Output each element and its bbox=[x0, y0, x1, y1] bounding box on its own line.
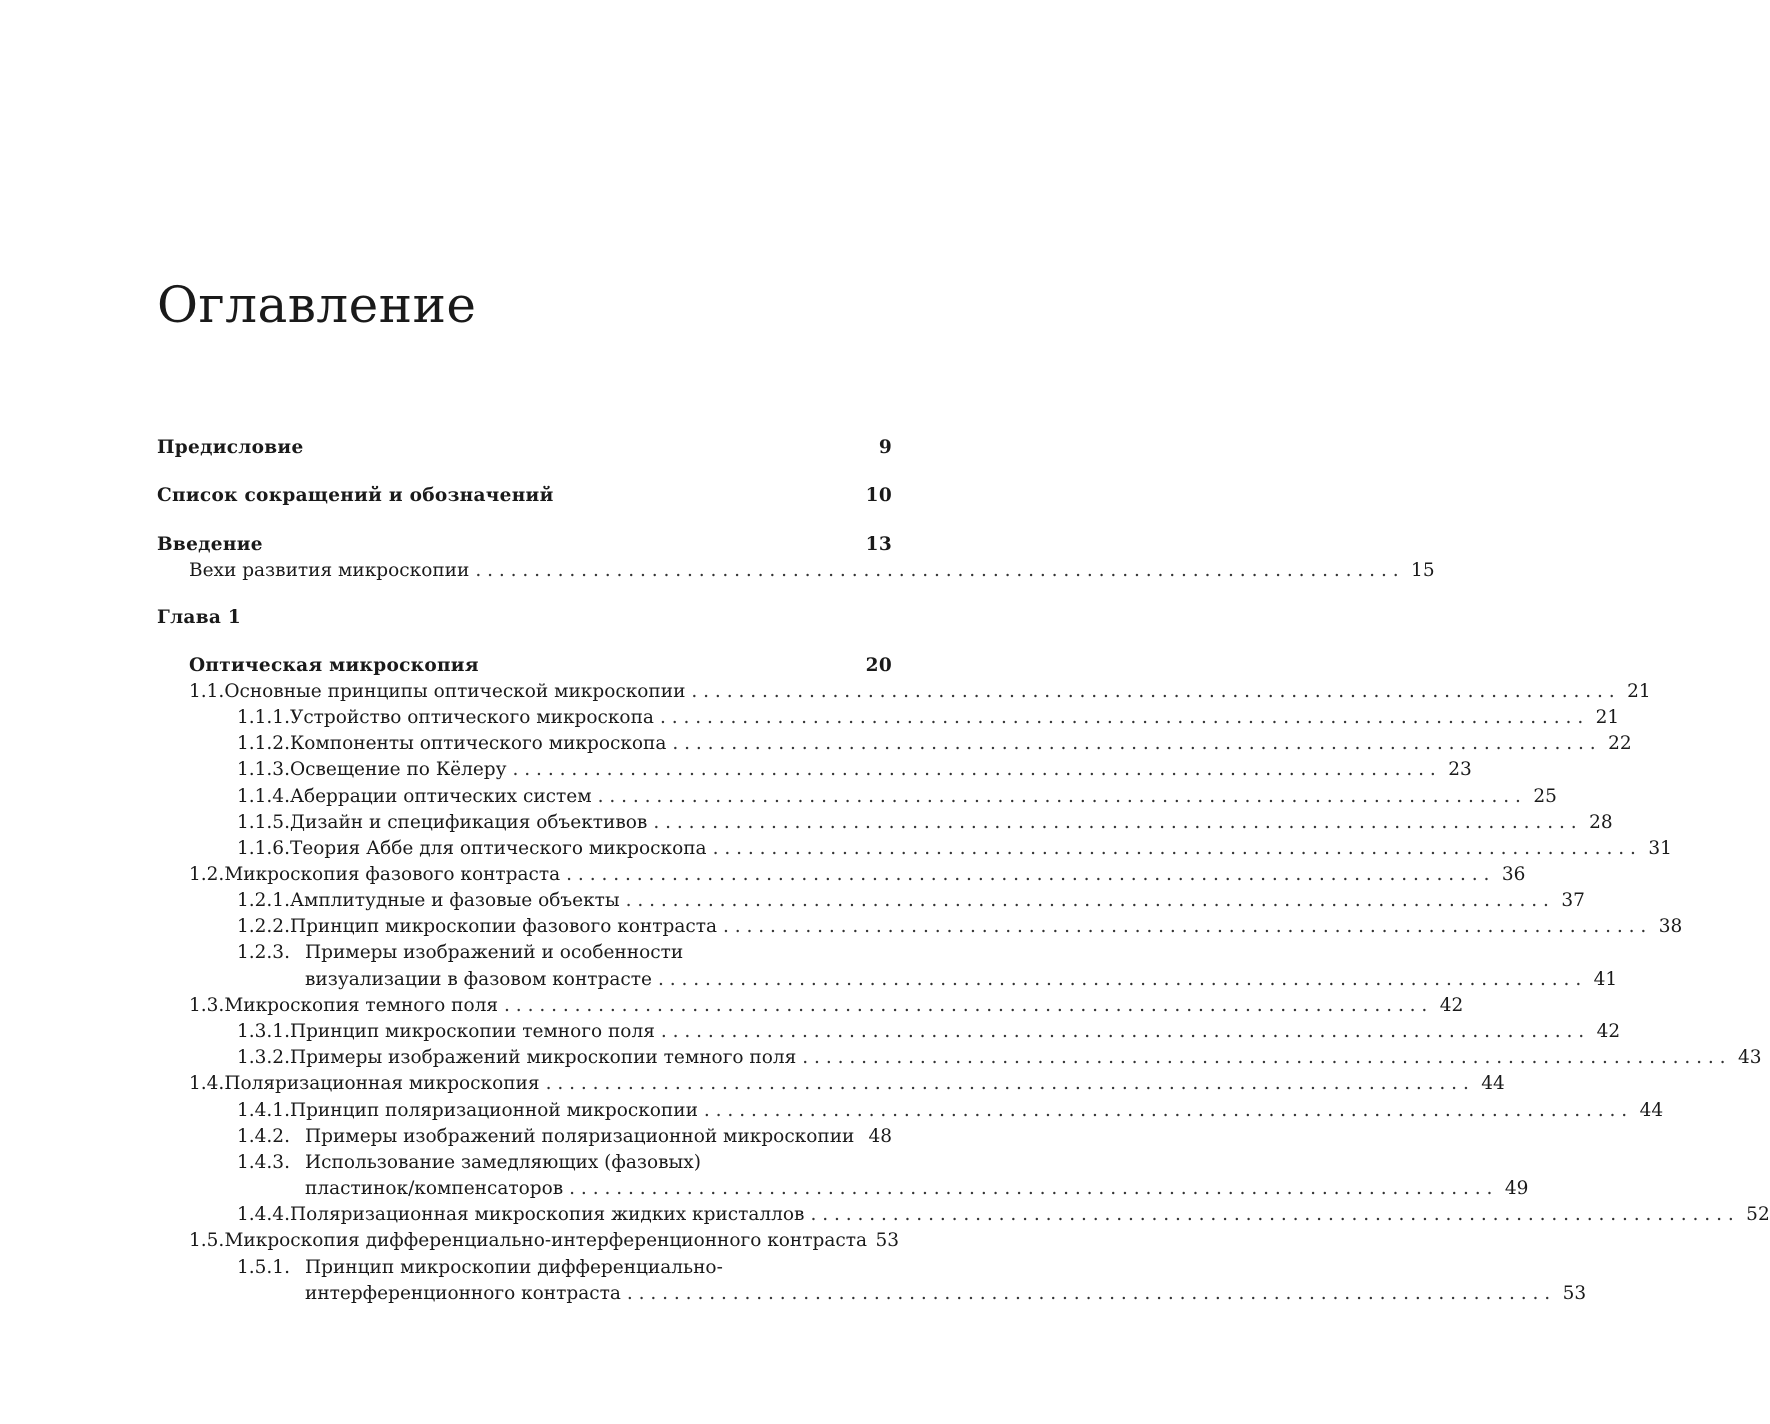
toc-entry-abbreviations[interactable] bbox=[157, 483, 892, 509]
dot-leader bbox=[647, 810, 1576, 836]
toc-entry-1-1[interactable] bbox=[189, 679, 1651, 705]
entry-page: 9 bbox=[878, 437, 892, 458]
dot-leader bbox=[698, 1098, 1627, 1124]
entry-page: 49 bbox=[1504, 1178, 1529, 1199]
entry-title: Примеры изображений и особенности bbox=[305, 942, 684, 963]
entry-title: Аберрации оптических систем bbox=[289, 786, 592, 807]
entry-number: 1.4.1. bbox=[237, 1100, 290, 1121]
entry-title: Принцип микроскопии фазового контраста bbox=[289, 916, 717, 937]
dot-leader bbox=[560, 862, 1489, 888]
entry-page: 36 bbox=[1501, 864, 1526, 885]
entry-number: 1.2.2. bbox=[237, 916, 290, 937]
page-title: Оглавление bbox=[157, 276, 477, 334]
dot-leader bbox=[620, 888, 1549, 914]
entry-number: 1.2. bbox=[189, 864, 225, 885]
toc-entry-1-2-2[interactable] bbox=[237, 914, 1683, 940]
toc-entry-1-5-1[interactable] bbox=[237, 1255, 892, 1281]
entry-page: 23 bbox=[1448, 759, 1472, 780]
entry-page: 37 bbox=[1561, 890, 1585, 911]
dot-leader bbox=[621, 1281, 1550, 1307]
entry-title: Принцип микроскопии темного поля bbox=[289, 1021, 655, 1042]
toc-entry-1-1-1[interactable] bbox=[237, 705, 1620, 731]
toc-entry-1-1-3[interactable] bbox=[237, 757, 1472, 783]
entry-page: 41 bbox=[1593, 969, 1618, 990]
dot-leader bbox=[507, 757, 1436, 783]
toc-entry-1-4-1[interactable] bbox=[237, 1098, 1664, 1124]
dot-leader bbox=[469, 558, 1398, 584]
entry-title: Использование замедляющих (фазовых) bbox=[305, 1152, 701, 1173]
toc-entry-1-2-3[interactable] bbox=[237, 940, 892, 966]
entry-title: интерференционного контраста bbox=[305, 1283, 621, 1304]
dot-leader bbox=[655, 1019, 1584, 1045]
entry-page: 15 bbox=[1411, 560, 1435, 581]
toc-entry-1-4-2[interactable] bbox=[237, 1124, 892, 1150]
entry-title: Амплитудные и фазовые объекты bbox=[289, 890, 620, 911]
entry-title: Компоненты оптического микроскопа bbox=[289, 733, 667, 754]
toc-entry-1-3-1[interactable] bbox=[237, 1019, 1621, 1045]
entry-page: 44 bbox=[1639, 1100, 1664, 1121]
entry-title: Вехи развития микроскопии bbox=[189, 560, 470, 581]
entry-title: Микроскопия дифференциально-интерференционного контраста bbox=[224, 1230, 867, 1251]
dot-leader bbox=[796, 1045, 1725, 1071]
dot-leader bbox=[717, 914, 1646, 940]
toc-entry-1-1-4[interactable] bbox=[237, 784, 1557, 810]
entry-title: Введение bbox=[157, 534, 263, 555]
toc-entry-1-5[interactable] bbox=[189, 1228, 899, 1254]
entry-page: 10 bbox=[865, 485, 892, 506]
entry-page: 31 bbox=[1648, 838, 1672, 859]
entry-page: 38 bbox=[1658, 916, 1683, 937]
entry-number: 1.2.1. bbox=[237, 890, 290, 911]
dot-leader bbox=[685, 679, 1614, 705]
entry-page: 53 bbox=[1562, 1283, 1587, 1304]
entry-number: 1.2.3. bbox=[237, 942, 290, 963]
entry-number: 1.1.6. bbox=[237, 838, 290, 859]
dot-leader bbox=[666, 731, 1595, 757]
toc-entry-1-1-6[interactable] bbox=[237, 836, 1672, 862]
toc-entry-1-2-1[interactable] bbox=[237, 888, 1585, 914]
entry-page: 13 bbox=[865, 534, 892, 555]
toc-entry-1-1-2[interactable] bbox=[237, 731, 1632, 757]
entry-number: 1.1.5. bbox=[237, 812, 290, 833]
entry-page: 21 bbox=[1595, 707, 1620, 728]
entry-number: 1.1. bbox=[189, 681, 225, 702]
entry-page: 43 bbox=[1738, 1047, 1762, 1068]
toc-entry-1-2-3-cont[interactable] bbox=[305, 967, 1618, 993]
entry-title: Теория Аббе для оптического микроскопа bbox=[289, 838, 707, 859]
toc-chapter-label bbox=[157, 605, 892, 631]
dot-leader bbox=[563, 1176, 1492, 1202]
entry-title: Оптическая микроскопия bbox=[189, 655, 479, 676]
entry-title: Принцип микроскопии дифференциально- bbox=[305, 1257, 723, 1278]
entry-page: 42 bbox=[1596, 1021, 1621, 1042]
entry-number: 1.1.4. bbox=[237, 786, 290, 807]
toc-entry-preface[interactable] bbox=[157, 435, 892, 461]
entry-page: 28 bbox=[1589, 812, 1613, 833]
entry-number: 1.5.1. bbox=[237, 1257, 290, 1278]
entry-title: Микроскопия темного поля bbox=[224, 995, 499, 1016]
entry-title: Дизайн и спецификация объективов bbox=[289, 812, 648, 833]
entry-number: 1.3. bbox=[189, 995, 225, 1016]
entry-number: 1.4.3. bbox=[237, 1152, 290, 1173]
entry-title: Примеры изображений микроскопии темного поля bbox=[289, 1047, 797, 1068]
toc-entry-1-5-1-cont[interactable] bbox=[305, 1281, 1587, 1307]
toc-entry-1-1-5[interactable] bbox=[237, 810, 1613, 836]
dot-leader bbox=[804, 1202, 1733, 1228]
toc-entry-optical-microscopy[interactable] bbox=[189, 653, 892, 679]
entry-title: Поляризационная микроскопия bbox=[224, 1073, 540, 1094]
entry-title: Предисловие bbox=[157, 437, 304, 458]
entry-title: Принцип поляризационной микроскопии bbox=[289, 1100, 698, 1121]
entry-title: пластинок/компенсаторов bbox=[305, 1178, 564, 1199]
dot-leader bbox=[540, 1071, 1469, 1097]
toc-entry-1-3-2[interactable] bbox=[237, 1045, 1762, 1071]
toc-entry-1-4-3[interactable] bbox=[237, 1150, 892, 1176]
toc-entry-1-3[interactable] bbox=[189, 993, 1464, 1019]
entry-title: Освещение по Кёлеру bbox=[289, 759, 507, 780]
entry-page: 25 bbox=[1533, 786, 1557, 807]
entry-title: Микроскопия фазового контраста bbox=[224, 864, 561, 885]
entry-number: 1.1.1. bbox=[237, 707, 290, 728]
dot-leader bbox=[592, 784, 1521, 810]
dot-leader bbox=[498, 993, 1427, 1019]
entry-page: 44 bbox=[1481, 1073, 1505, 1094]
entry-page: 21 bbox=[1627, 681, 1651, 702]
entry-number: 1.4.4. bbox=[237, 1204, 290, 1225]
dot-leader bbox=[707, 836, 1636, 862]
entry-page: 53 bbox=[875, 1230, 899, 1251]
entry-page: 42 bbox=[1439, 995, 1464, 1016]
entry-number: 1.1.2. bbox=[237, 733, 290, 754]
dot-leader bbox=[654, 705, 1583, 731]
toc-entry-milestones[interactable] bbox=[189, 558, 1435, 584]
toc-entry-introduction[interactable] bbox=[157, 532, 892, 558]
entry-title: Поляризационная микроскопия жидких кристаллов bbox=[289, 1204, 805, 1225]
toc-entry-1-4-4[interactable] bbox=[237, 1202, 1770, 1228]
entry-title: Основные принципы оптической микроскопии bbox=[224, 681, 686, 702]
entry-page: 22 bbox=[1608, 733, 1632, 754]
dot-leader bbox=[652, 967, 1581, 993]
entry-title: Список сокращений и обозначений bbox=[157, 485, 554, 506]
entry-number: 1.3.2. bbox=[237, 1047, 290, 1068]
entry-number: 1.3.1. bbox=[237, 1021, 290, 1042]
entry-number: 1.1.3. bbox=[237, 759, 290, 780]
entry-page: 48 bbox=[868, 1126, 892, 1147]
entry-title: Примеры изображений поляризационной микроскопии bbox=[305, 1126, 855, 1147]
entry-number: 1.4.2. bbox=[237, 1126, 290, 1147]
entry-page: 20 bbox=[865, 655, 892, 676]
entry-title: визуализации в фазовом контрасте bbox=[305, 969, 652, 990]
entry-title: Устройство оптического микроскопа bbox=[289, 707, 654, 728]
toc-entry-1-2[interactable] bbox=[189, 862, 1526, 888]
toc-entry-1-4[interactable] bbox=[189, 1071, 1505, 1097]
entry-number: 1.4. bbox=[189, 1073, 225, 1094]
entry-page: 52 bbox=[1746, 1204, 1770, 1225]
chapter-label: Глава 1 bbox=[157, 607, 242, 628]
toc-entry-1-4-3-cont[interactable] bbox=[305, 1176, 1529, 1202]
entry-number: 1.5. bbox=[189, 1230, 225, 1251]
